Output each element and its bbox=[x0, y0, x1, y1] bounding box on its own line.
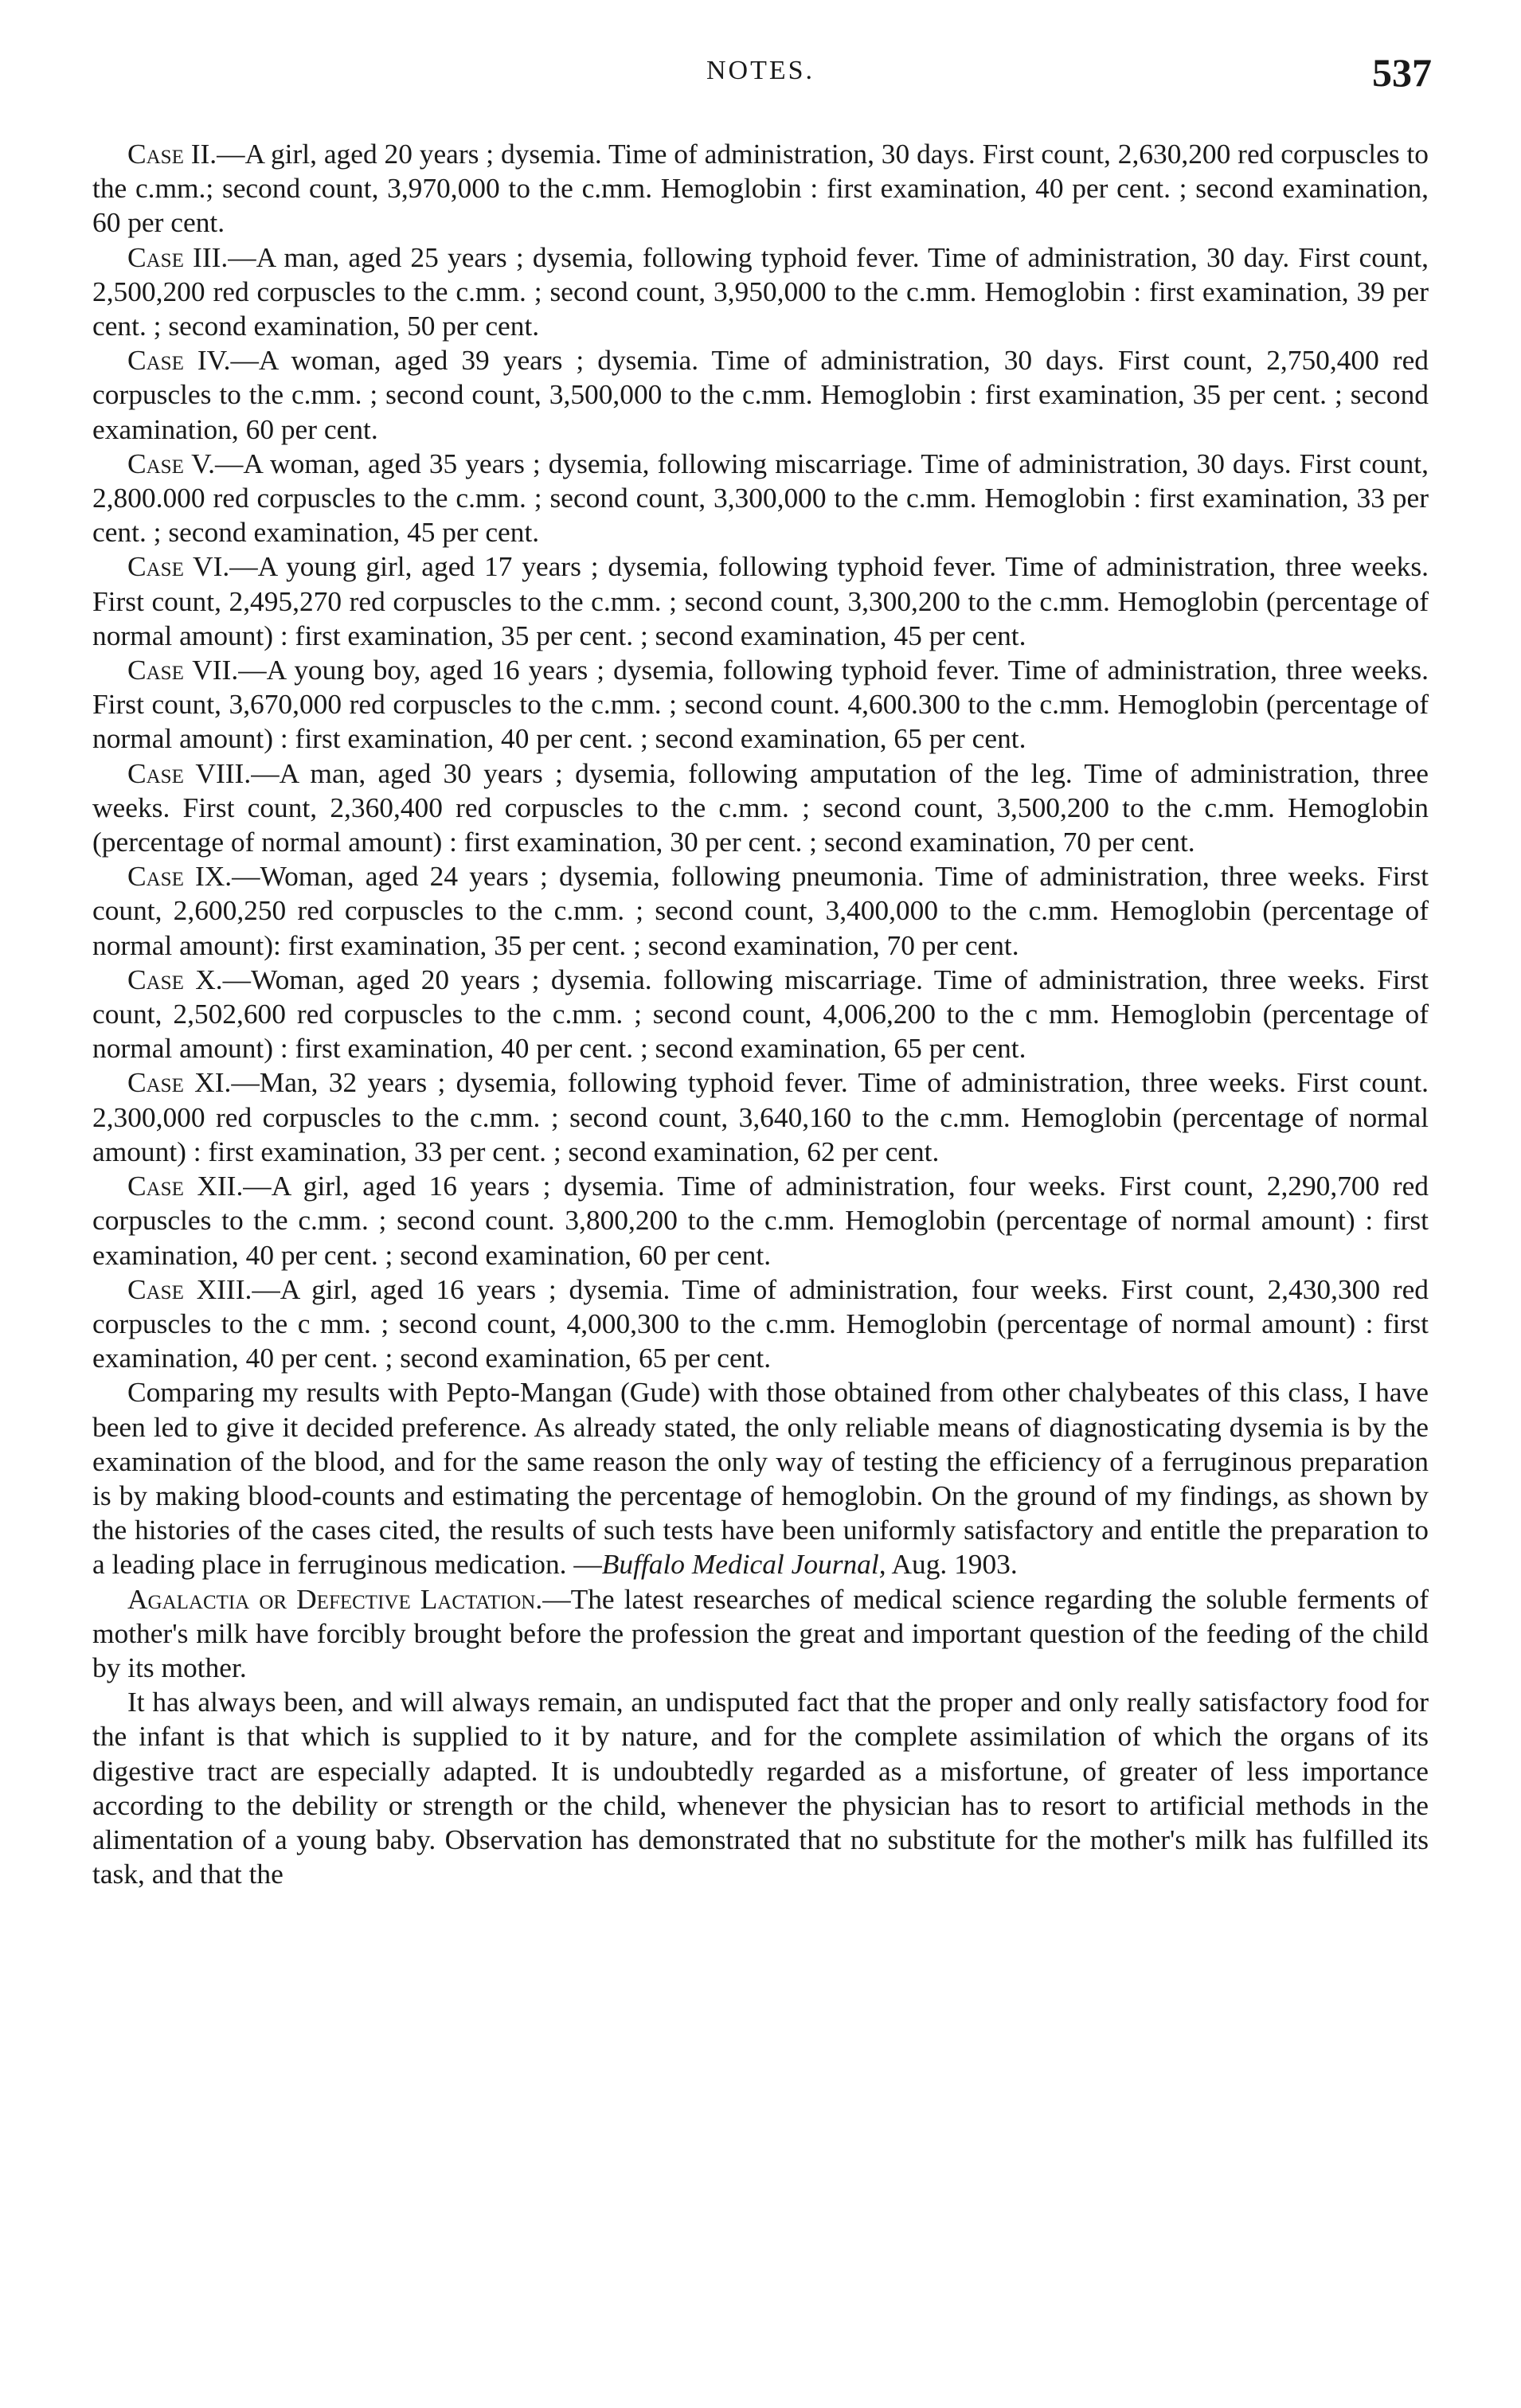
case-text: —A girl, aged 16 years ; dysemia. Time of administration, four weeks. First count, 2,290,700 red corpuscles to the c.mm. ; second count. 3,800,200 to the c.mm. Hemoglobin (percentage of normal amount) : first examination, 40 per cent. ; second examination, 60 per cent. bbox=[92, 1170, 1429, 1271]
case-heading: Case IV. bbox=[127, 344, 231, 377]
case-heading: Case VI. bbox=[127, 550, 230, 583]
case-text: —A young boy, aged 16 years ; dysemia, following typhoid fever. Time of administration, three weeks. First count, 3,670,000 red corpuscles to the c.mm. ; second count. 4,600.300 to the c.mm. Hemoglobin (percentage of normal amount) : first examination, 40 per cent. ; second examination, 65 per cent. bbox=[92, 654, 1429, 755]
comparing-text: Comparing my results with Pepto-Mangan (Gude) with those obtained from other chalybeates of this class, I have been led to give it decided preference. As already stated, the only reliable means of diagnosticating dysemia is by the examination of the blood, and for the same reason the only way of testing the efficiency of a ferruginous preparation is by making blood-counts and estimating the percentage of hemoglobin. On the ground of my findings, as shown by the histories of the cases cited, the results of such tests have been uniformly satisfactory and entitle the preparation to a leading place in ferruginous medication. — bbox=[92, 1376, 1429, 1581]
case-paragraph bbox=[92, 653, 1429, 756]
case-text: —Woman, aged 20 years ; dysemia. following miscarriage. Time of administration, three weeks. First count, 2,502,600 red corpuscles to the c.mm. ; second count, 4,006,200 to the c mm. Hemoglobin (percentage of normal amount) : first examination, 40 per cent. ; second examination, 65 per cent. bbox=[92, 963, 1429, 1065]
case-text: —A woman, aged 35 years ; dysemia, following miscarriage. Time of administration, 30 days. First count, 2,800.000 red corpuscles to the c.mm. ; second count, 3,300,000 to the c.mm. Hemoglobin : first examination, 33 per cent. ; second examination, 45 per cent. bbox=[92, 447, 1429, 549]
case-paragraph bbox=[92, 963, 1429, 1066]
case-paragraph bbox=[92, 1272, 1429, 1376]
case-heading: Case XI. bbox=[127, 1066, 232, 1099]
case-paragraph bbox=[92, 756, 1429, 860]
case-heading: Case II. bbox=[127, 138, 217, 170]
comparing-paragraph bbox=[92, 1375, 1429, 1581]
case-heading: Case X. bbox=[127, 963, 223, 995]
case-heading: Case VIII. bbox=[127, 756, 252, 789]
final-text: It has always been, and will always remain, an undisputed fact that the proper and only really satisfactory food for the infant is that which is supplied to it by nature, and for the complete assimilation of which the organs of its digestive tract are especially adapted. It is undoubtedly regarded as a misfortune, of greater of less importance according to the debility or strength or the child, whenever the physician has to resort to artificial methods in the alimentation of a young baby. Observation has demonstrated that no substitute for the mother's milk has fulfilled its task, and that the bbox=[92, 1686, 1429, 1890]
case-text: —A man, aged 25 years ; dysemia, following typhoid fever. Time of administration, 30 day. First count, 2,500,200 red corpuscles to the c.mm. ; second count, 3,950,000 to the c.mm. Hemoglobin : first examination, 39 per cent. ; second examination, 50 per cent. bbox=[92, 240, 1429, 342]
case-text: —Man, 32 years ; dysemia, following typhoid fever. Time of administration, three weeks. First count. 2,300,000 red corpuscles to the c.mm. ; second count, 3,640,160 to the c.mm. Hemoglobin (percentage of normal amount) : first examination, 33 per cent. ; second examination, 62 per cent. bbox=[92, 1066, 1429, 1167]
case-paragraph bbox=[92, 1169, 1429, 1272]
case-heading: Case XIII. bbox=[127, 1272, 252, 1305]
case-paragraph bbox=[92, 447, 1429, 550]
case-heading: Case V. bbox=[127, 447, 216, 479]
case-heading: Case III. bbox=[127, 240, 229, 273]
citation-date: Aug. 1903. bbox=[886, 1548, 1018, 1581]
case-heading: Case VII. bbox=[127, 654, 239, 686]
running-head: NOTES. bbox=[706, 56, 815, 85]
case-text: —Woman, aged 24 years ; dysemia, following pneumonia. Time of administration, three weeks. First count, 2,600,250 red corpuscles to the c.mm. ; second count, 3,400,000 to the c.mm. Hemoglobin (percentage of normal amount): first examination, 35 per cent. ; second examination, 70 per cent. bbox=[92, 860, 1429, 961]
case-text: —A man, aged 30 years ; dysemia, following amputation of the leg. Time of administration, three weeks. First count, 2,360,400 red corpuscles to the c.mm. ; second count, 3,500,200 to the c.mm. Hemoglobin (percentage of normal amount) : first examination, 30 per cent. ; second examination, 70 per cent. bbox=[92, 756, 1429, 858]
case-paragraph bbox=[92, 1065, 1429, 1169]
agalactia-text: —The latest researches of medical science regarding the soluble ferments of mother's milk have forcibly brought before the profession the great and important question of the feeding of the child by its mother. bbox=[92, 1582, 1429, 1683]
agalactia-paragraph bbox=[92, 1582, 1429, 1686]
section-heading: Agalactia or Defective Lactation. bbox=[127, 1582, 543, 1615]
case-text: —A woman, aged 39 years ; dysemia. Time of administration, 30 days. First count, 2,750,400 red corpuscles to the c.mm. ; second count, 3,500,000 to the c.mm. Hemoglobin : first examination, 35 per cent. ; second examination, 60 per cent. bbox=[92, 344, 1429, 445]
case-paragraph bbox=[92, 343, 1429, 447]
case-paragraph bbox=[92, 549, 1429, 653]
page-number: 537 bbox=[1372, 50, 1432, 95]
case-paragraph bbox=[92, 137, 1429, 240]
case-paragraph bbox=[92, 240, 1429, 344]
case-heading: Case IX. bbox=[127, 860, 233, 893]
final-paragraph bbox=[92, 1685, 1429, 1891]
case-text: —A girl, aged 16 years ; dysemia. Time of administration, four weeks. First count, 2,430,300 red corpuscles to the c mm. ; second count, 4,000,300 to the c.mm. Hemoglobin (percentage of normal amount) : first examination, 40 per cent. ; second examination, 65 per cent. bbox=[92, 1272, 1429, 1374]
journal-citation: Buffalo Medical Journal, bbox=[601, 1548, 886, 1581]
case-text: —A young girl, aged 17 years ; dysemia, following typhoid fever. Time of administration, three weeks. First count, 2,495,270 red corpuscles to the c.mm. ; second count, 3,300,200 to the c.mm. Hemoglobin (percentage of normal amount) : first examination, 35 per cent. ; second examination, 45 per cent. bbox=[92, 550, 1429, 651]
body-text bbox=[92, 137, 1429, 1891]
page-header bbox=[0, 50, 1521, 104]
case-text: —A girl, aged 20 years ; dysemia. Time of administration, 30 days. First count, 2,630,200 red corpuscles to the c.mm.; second count, 3,970,000 to the c.mm. Hemoglobin : first examination, 40 per cent. ; second examination, 60 per cent. bbox=[92, 138, 1429, 239]
case-paragraph bbox=[92, 859, 1429, 963]
case-heading: Case XII. bbox=[127, 1170, 244, 1202]
